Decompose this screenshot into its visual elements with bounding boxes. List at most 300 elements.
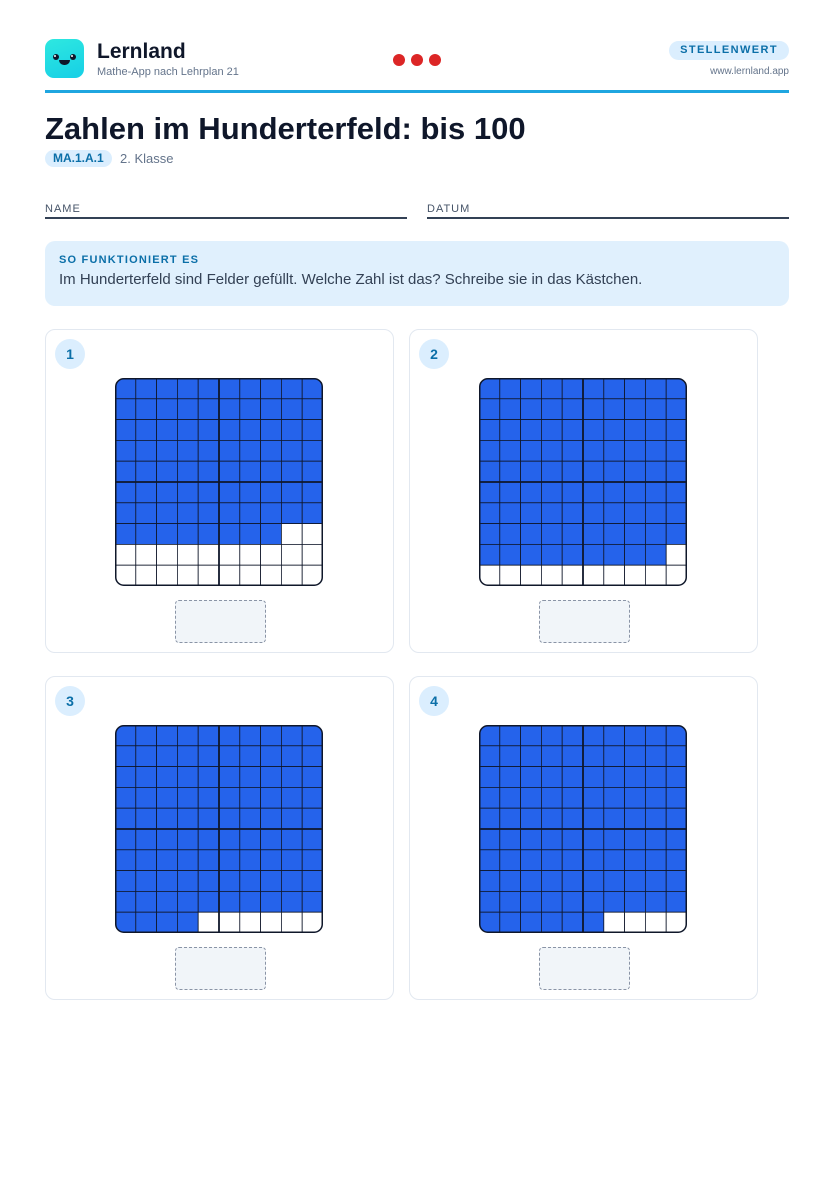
grid-cell-filled: [261, 787, 282, 808]
grid-cell-filled: [479, 746, 500, 767]
grid-cell-filled: [281, 378, 302, 399]
grid-cell-filled: [261, 440, 282, 461]
grid-cell-filled: [157, 850, 178, 871]
logo-eye-right: [70, 54, 76, 60]
task-card: [409, 329, 758, 653]
grid-cell-empty: [521, 565, 542, 586]
grid-cell-filled: [281, 829, 302, 850]
grid-cell-filled: [219, 440, 240, 461]
grid-cell-filled: [219, 482, 240, 503]
grid-cell-filled: [240, 829, 261, 850]
grid-cell-filled: [666, 524, 687, 545]
grid-cell-filled: [115, 891, 136, 912]
grid-cell-filled: [583, 503, 604, 524]
grid-cell-filled: [500, 850, 521, 871]
grid-cell-empty: [604, 912, 625, 933]
grid-cell-filled: [604, 871, 625, 892]
grid-cell-filled: [198, 808, 219, 829]
grid-cell-filled: [281, 420, 302, 441]
grid-cell-filled: [562, 420, 583, 441]
grid-cell-filled: [261, 482, 282, 503]
grid-cell-filled: [521, 746, 542, 767]
grid-cell-filled: [177, 378, 198, 399]
grid-cell-filled: [240, 787, 261, 808]
grid-cell-filled: [521, 891, 542, 912]
grid-cell-filled: [562, 891, 583, 912]
grid-cell-filled: [625, 850, 646, 871]
grid-cell-filled: [645, 725, 666, 746]
grid-cell-filled: [281, 399, 302, 420]
grid-cell-empty: [198, 565, 219, 586]
grid-cell-filled: [281, 482, 302, 503]
grid-cell-filled: [198, 524, 219, 545]
grid-cell-filled: [562, 461, 583, 482]
grid-cell-filled: [645, 524, 666, 545]
grid-cell-filled: [666, 871, 687, 892]
grid-cell-filled: [583, 544, 604, 565]
grid-cell-filled: [136, 746, 157, 767]
grid-cell-filled: [177, 787, 198, 808]
hundred-grid-svg: [479, 725, 687, 933]
grid-cell-filled: [500, 420, 521, 441]
grid-cell-filled: [541, 850, 562, 871]
grid-cell-filled: [562, 482, 583, 503]
grid-cell-empty: [136, 565, 157, 586]
grid-cell-filled: [219, 725, 240, 746]
grid-cell-filled: [136, 399, 157, 420]
grid-cell-filled: [604, 440, 625, 461]
grid-cell-filled: [562, 440, 583, 461]
hundred-grid-svg: [115, 378, 323, 586]
hundred-grid-svg: [115, 725, 323, 933]
grid-cell-filled: [115, 524, 136, 545]
grid-cell-filled: [500, 725, 521, 746]
grid-cell-filled: [645, 544, 666, 565]
grid-cell-filled: [479, 482, 500, 503]
grid-cell-empty: [302, 544, 323, 565]
grid-cell-filled: [240, 399, 261, 420]
grid-cell-filled: [177, 767, 198, 788]
grid-cell-filled: [281, 808, 302, 829]
hundred-grid: [115, 725, 323, 933]
grid-cell-filled: [157, 461, 178, 482]
grid-cell-filled: [198, 482, 219, 503]
grid-cell-filled: [541, 399, 562, 420]
grid-cell-filled: [261, 891, 282, 912]
grid-cell-filled: [157, 891, 178, 912]
grid-cell-filled: [302, 871, 323, 892]
grid-cell-filled: [261, 829, 282, 850]
grid-cell-filled: [666, 440, 687, 461]
grid-cell-filled: [281, 767, 302, 788]
grid-cell-filled: [219, 524, 240, 545]
grid-cell-filled: [583, 912, 604, 933]
grid-cell-filled: [625, 767, 646, 788]
grid-cell-filled: [645, 891, 666, 912]
grid-cell-filled: [625, 725, 646, 746]
grid-cell-filled: [562, 544, 583, 565]
grid-cell-filled: [198, 399, 219, 420]
grid-cell-filled: [177, 524, 198, 545]
grid-cell-filled: [645, 482, 666, 503]
grid-cell-filled: [115, 440, 136, 461]
grid-cell-filled: [625, 482, 646, 503]
grid-cell-filled: [302, 461, 323, 482]
grid-cell-filled: [500, 912, 521, 933]
grid-cell-filled: [583, 808, 604, 829]
grid-cell-filled: [625, 808, 646, 829]
grid-cell-filled: [583, 524, 604, 545]
grid-cell-filled: [583, 725, 604, 746]
grid-cell-filled: [645, 378, 666, 399]
grid-cell-filled: [261, 746, 282, 767]
grid-cell-filled: [157, 378, 178, 399]
grid-cell-filled: [240, 461, 261, 482]
grid-cell-filled: [198, 850, 219, 871]
grid-cell-filled: [240, 420, 261, 441]
grid-cell-filled: [500, 829, 521, 850]
grid-cell-filled: [562, 912, 583, 933]
grid-cell-empty: [500, 565, 521, 586]
grid-cell-filled: [521, 544, 542, 565]
grid-cell-filled: [604, 767, 625, 788]
grid-cell-filled: [281, 787, 302, 808]
grid-cell-filled: [500, 767, 521, 788]
grid-cell-filled: [541, 503, 562, 524]
grid-cell-filled: [645, 808, 666, 829]
grid-cell-filled: [562, 399, 583, 420]
grid-cell-filled: [240, 891, 261, 912]
grid-cell-empty: [261, 565, 282, 586]
grid-cell-filled: [177, 399, 198, 420]
grid-cell-filled: [198, 378, 219, 399]
grid-cell-filled: [157, 767, 178, 788]
grid-cell-filled: [541, 524, 562, 545]
grid-cell-filled: [645, 746, 666, 767]
hundred-grid: [479, 378, 687, 586]
grid-cell-filled: [604, 725, 625, 746]
grid-cell-filled: [604, 850, 625, 871]
grid-cell-empty: [625, 565, 646, 586]
grid-cell-empty: [562, 565, 583, 586]
grid-cell-filled: [583, 871, 604, 892]
grid-cell-filled: [604, 420, 625, 441]
grid-cell-empty: [645, 912, 666, 933]
grid-cell-filled: [541, 767, 562, 788]
grid-cell-filled: [261, 503, 282, 524]
grid-cell-filled: [136, 503, 157, 524]
date-field[interactable]: [427, 199, 789, 219]
grid-cell-filled: [541, 544, 562, 565]
date-label: DATUM: [427, 203, 471, 215]
grid-cell-filled: [521, 850, 542, 871]
grid-cell-filled: [666, 767, 687, 788]
grid-cell-filled: [219, 378, 240, 399]
grid-cell-filled: [562, 503, 583, 524]
grid-cell-filled: [198, 891, 219, 912]
grid-cell-filled: [479, 787, 500, 808]
grid-cell-filled: [541, 461, 562, 482]
instructions-box: [45, 241, 789, 306]
grid-cell-empty: [645, 565, 666, 586]
grid-cell-filled: [115, 808, 136, 829]
grid-cell-filled: [136, 871, 157, 892]
hundred-grid: [479, 725, 687, 933]
grid-cell-filled: [625, 503, 646, 524]
grid-cell-filled: [645, 787, 666, 808]
grid-cell-filled: [198, 461, 219, 482]
grid-cell-filled: [604, 399, 625, 420]
task-number: 3: [55, 686, 85, 716]
grid-cell-filled: [281, 461, 302, 482]
grid-cell-filled: [541, 829, 562, 850]
site-url: www.lernland.app: [710, 66, 789, 77]
name-field[interactable]: [45, 199, 407, 219]
grid-cell-filled: [115, 399, 136, 420]
grid-cell-filled: [157, 871, 178, 892]
grid-cell-empty: [177, 565, 198, 586]
grid-cell-filled: [583, 399, 604, 420]
grid-cell-filled: [302, 440, 323, 461]
grid-cell-filled: [521, 829, 542, 850]
grid-cell-filled: [666, 808, 687, 829]
grid-cell-empty: [281, 544, 302, 565]
grid-cell-filled: [177, 829, 198, 850]
logo-mouth: [59, 60, 70, 65]
grid-cell-filled: [157, 912, 178, 933]
grid-cell-filled: [240, 524, 261, 545]
grid-cell-filled: [645, 871, 666, 892]
grid-cell-filled: [479, 891, 500, 912]
grid-cell-filled: [219, 829, 240, 850]
grid-cell-filled: [541, 378, 562, 399]
grid-cell-empty: [115, 544, 136, 565]
grid-cell-filled: [583, 482, 604, 503]
page-title: Zahlen im Hunderterfeld: bis 100: [45, 111, 526, 146]
grid-cell-filled: [604, 808, 625, 829]
grid-cell-filled: [479, 544, 500, 565]
grid-cell-filled: [500, 891, 521, 912]
grid-cell-filled: [479, 829, 500, 850]
grid-cell-filled: [521, 399, 542, 420]
grid-cell-filled: [645, 767, 666, 788]
grid-cell-filled: [219, 871, 240, 892]
grid-cell-filled: [479, 871, 500, 892]
grid-cell-filled: [521, 871, 542, 892]
grid-cell-filled: [302, 808, 323, 829]
grid-cell-filled: [219, 503, 240, 524]
grid-cell-filled: [177, 461, 198, 482]
grid-cell-empty: [177, 544, 198, 565]
grid-cell-filled: [240, 808, 261, 829]
hundred-grid-svg: [479, 378, 687, 586]
grid-cell-filled: [666, 891, 687, 912]
grid-cell-filled: [500, 808, 521, 829]
grid-cell-empty: [136, 544, 157, 565]
grid-cell-filled: [583, 850, 604, 871]
grid-cell-empty: [666, 544, 687, 565]
task-card: [409, 676, 758, 1000]
grid-cell-filled: [198, 440, 219, 461]
grid-cell-filled: [177, 891, 198, 912]
grid-cell-filled: [521, 440, 542, 461]
grid-cell-filled: [177, 871, 198, 892]
instructions-title: SO FUNKTIONIERT ES: [59, 254, 200, 266]
grid-cell-filled: [500, 482, 521, 503]
grid-cell-filled: [645, 850, 666, 871]
grid-cell-filled: [261, 461, 282, 482]
grid-cell-filled: [157, 440, 178, 461]
hundred-grid: [115, 378, 323, 586]
grid-cell-filled: [500, 440, 521, 461]
answer-box[interactable]: [175, 947, 266, 990]
grid-cell-filled: [541, 891, 562, 912]
grid-cell-filled: [625, 871, 646, 892]
grid-cell-empty: [261, 544, 282, 565]
grid-cell-filled: [541, 440, 562, 461]
grid-cell-filled: [604, 378, 625, 399]
grid-cell-filled: [541, 787, 562, 808]
grid-cell-filled: [625, 524, 646, 545]
grid-cell-filled: [604, 524, 625, 545]
grid-cell-filled: [177, 912, 198, 933]
grid-cell-filled: [479, 440, 500, 461]
grid-cell-filled: [625, 461, 646, 482]
grid-cell-filled: [625, 420, 646, 441]
dot-icon: [393, 54, 405, 66]
answer-box[interactable]: [175, 600, 266, 643]
grid-cell-filled: [219, 461, 240, 482]
grid-cell-filled: [562, 808, 583, 829]
grid-cell-filled: [115, 850, 136, 871]
grid-cell-filled: [562, 725, 583, 746]
grid-cell-empty: [625, 912, 646, 933]
grid-cell-empty: [198, 544, 219, 565]
grid-cell-filled: [157, 746, 178, 767]
grid-cell-filled: [115, 461, 136, 482]
grid-cell-filled: [583, 378, 604, 399]
grid-cell-filled: [281, 725, 302, 746]
grid-cell-filled: [583, 829, 604, 850]
answer-box[interactable]: [539, 600, 630, 643]
grid-cell-filled: [302, 767, 323, 788]
grid-cell-filled: [521, 787, 542, 808]
grid-cell-filled: [500, 503, 521, 524]
grid-cell-filled: [500, 524, 521, 545]
grid-cell-empty: [261, 912, 282, 933]
grid-cell-filled: [261, 871, 282, 892]
brand-subtitle: Mathe-App nach Lehrplan 21: [97, 66, 239, 78]
grid-cell-filled: [562, 767, 583, 788]
grid-cell-filled: [136, 787, 157, 808]
grid-cell-filled: [302, 482, 323, 503]
name-label: NAME: [45, 203, 81, 215]
grid-cell-filled: [521, 378, 542, 399]
grid-cell-filled: [562, 787, 583, 808]
grid-cell-filled: [562, 850, 583, 871]
grid-cell-empty: [219, 912, 240, 933]
grid-cell-filled: [645, 503, 666, 524]
grid-cell-filled: [136, 808, 157, 829]
grid-cell-filled: [240, 725, 261, 746]
grid-cell-filled: [625, 787, 646, 808]
grid-cell-filled: [541, 420, 562, 441]
header: [45, 38, 789, 92]
grid-cell-filled: [198, 503, 219, 524]
grid-cell-empty: [281, 565, 302, 586]
grid-cell-filled: [562, 524, 583, 545]
grid-cell-filled: [625, 378, 646, 399]
grid-cell-filled: [625, 544, 646, 565]
grid-cell-filled: [261, 378, 282, 399]
grid-cell-filled: [198, 420, 219, 441]
grid-cell-filled: [136, 912, 157, 933]
grid-cell-filled: [115, 746, 136, 767]
smiley-face-icon: [45, 39, 84, 78]
grid-cell-filled: [479, 503, 500, 524]
grid-cell-filled: [302, 399, 323, 420]
grid-cell-filled: [479, 767, 500, 788]
grid-cell-filled: [198, 829, 219, 850]
grid-cell-filled: [157, 482, 178, 503]
grid-cell-filled: [136, 461, 157, 482]
grid-cell-filled: [115, 767, 136, 788]
grid-cell-filled: [261, 524, 282, 545]
grid-cell-filled: [604, 503, 625, 524]
grid-cell-filled: [219, 420, 240, 441]
grid-cell-filled: [136, 891, 157, 912]
grid-cell-filled: [645, 829, 666, 850]
grid-cell-filled: [177, 503, 198, 524]
grid-cell-filled: [302, 829, 323, 850]
grid-cell-filled: [302, 787, 323, 808]
grid-cell-filled: [625, 399, 646, 420]
grid-cell-filled: [177, 420, 198, 441]
grid-cell-filled: [666, 850, 687, 871]
task-card: [45, 676, 394, 1000]
grid-cell-filled: [541, 725, 562, 746]
grid-cell-filled: [198, 746, 219, 767]
grid-cell-filled: [666, 829, 687, 850]
answer-box[interactable]: [539, 947, 630, 990]
grid-cell-filled: [521, 808, 542, 829]
grid-cell-filled: [198, 767, 219, 788]
grid-cell-filled: [136, 725, 157, 746]
grid-cell-filled: [281, 746, 302, 767]
grid-cell-empty: [157, 565, 178, 586]
grid-cell-filled: [666, 461, 687, 482]
grid-cell-filled: [645, 399, 666, 420]
grid-cell-filled: [157, 725, 178, 746]
grid-cell-filled: [240, 503, 261, 524]
grid-cell-filled: [604, 829, 625, 850]
grid-cell-empty: [541, 565, 562, 586]
grid-cell-filled: [625, 440, 646, 461]
grid-cell-empty: [240, 912, 261, 933]
grid-cell-empty: [240, 565, 261, 586]
grid-cell-filled: [219, 850, 240, 871]
grid-cell-filled: [281, 871, 302, 892]
grid-cell-empty: [240, 544, 261, 565]
grid-cell-filled: [115, 503, 136, 524]
grid-cell-filled: [240, 871, 261, 892]
grid-cell-filled: [521, 503, 542, 524]
dot-icon: [411, 54, 423, 66]
grid-cell-filled: [136, 420, 157, 441]
grid-cell-filled: [240, 850, 261, 871]
grid-cell-filled: [281, 850, 302, 871]
grid-cell-filled: [604, 891, 625, 912]
